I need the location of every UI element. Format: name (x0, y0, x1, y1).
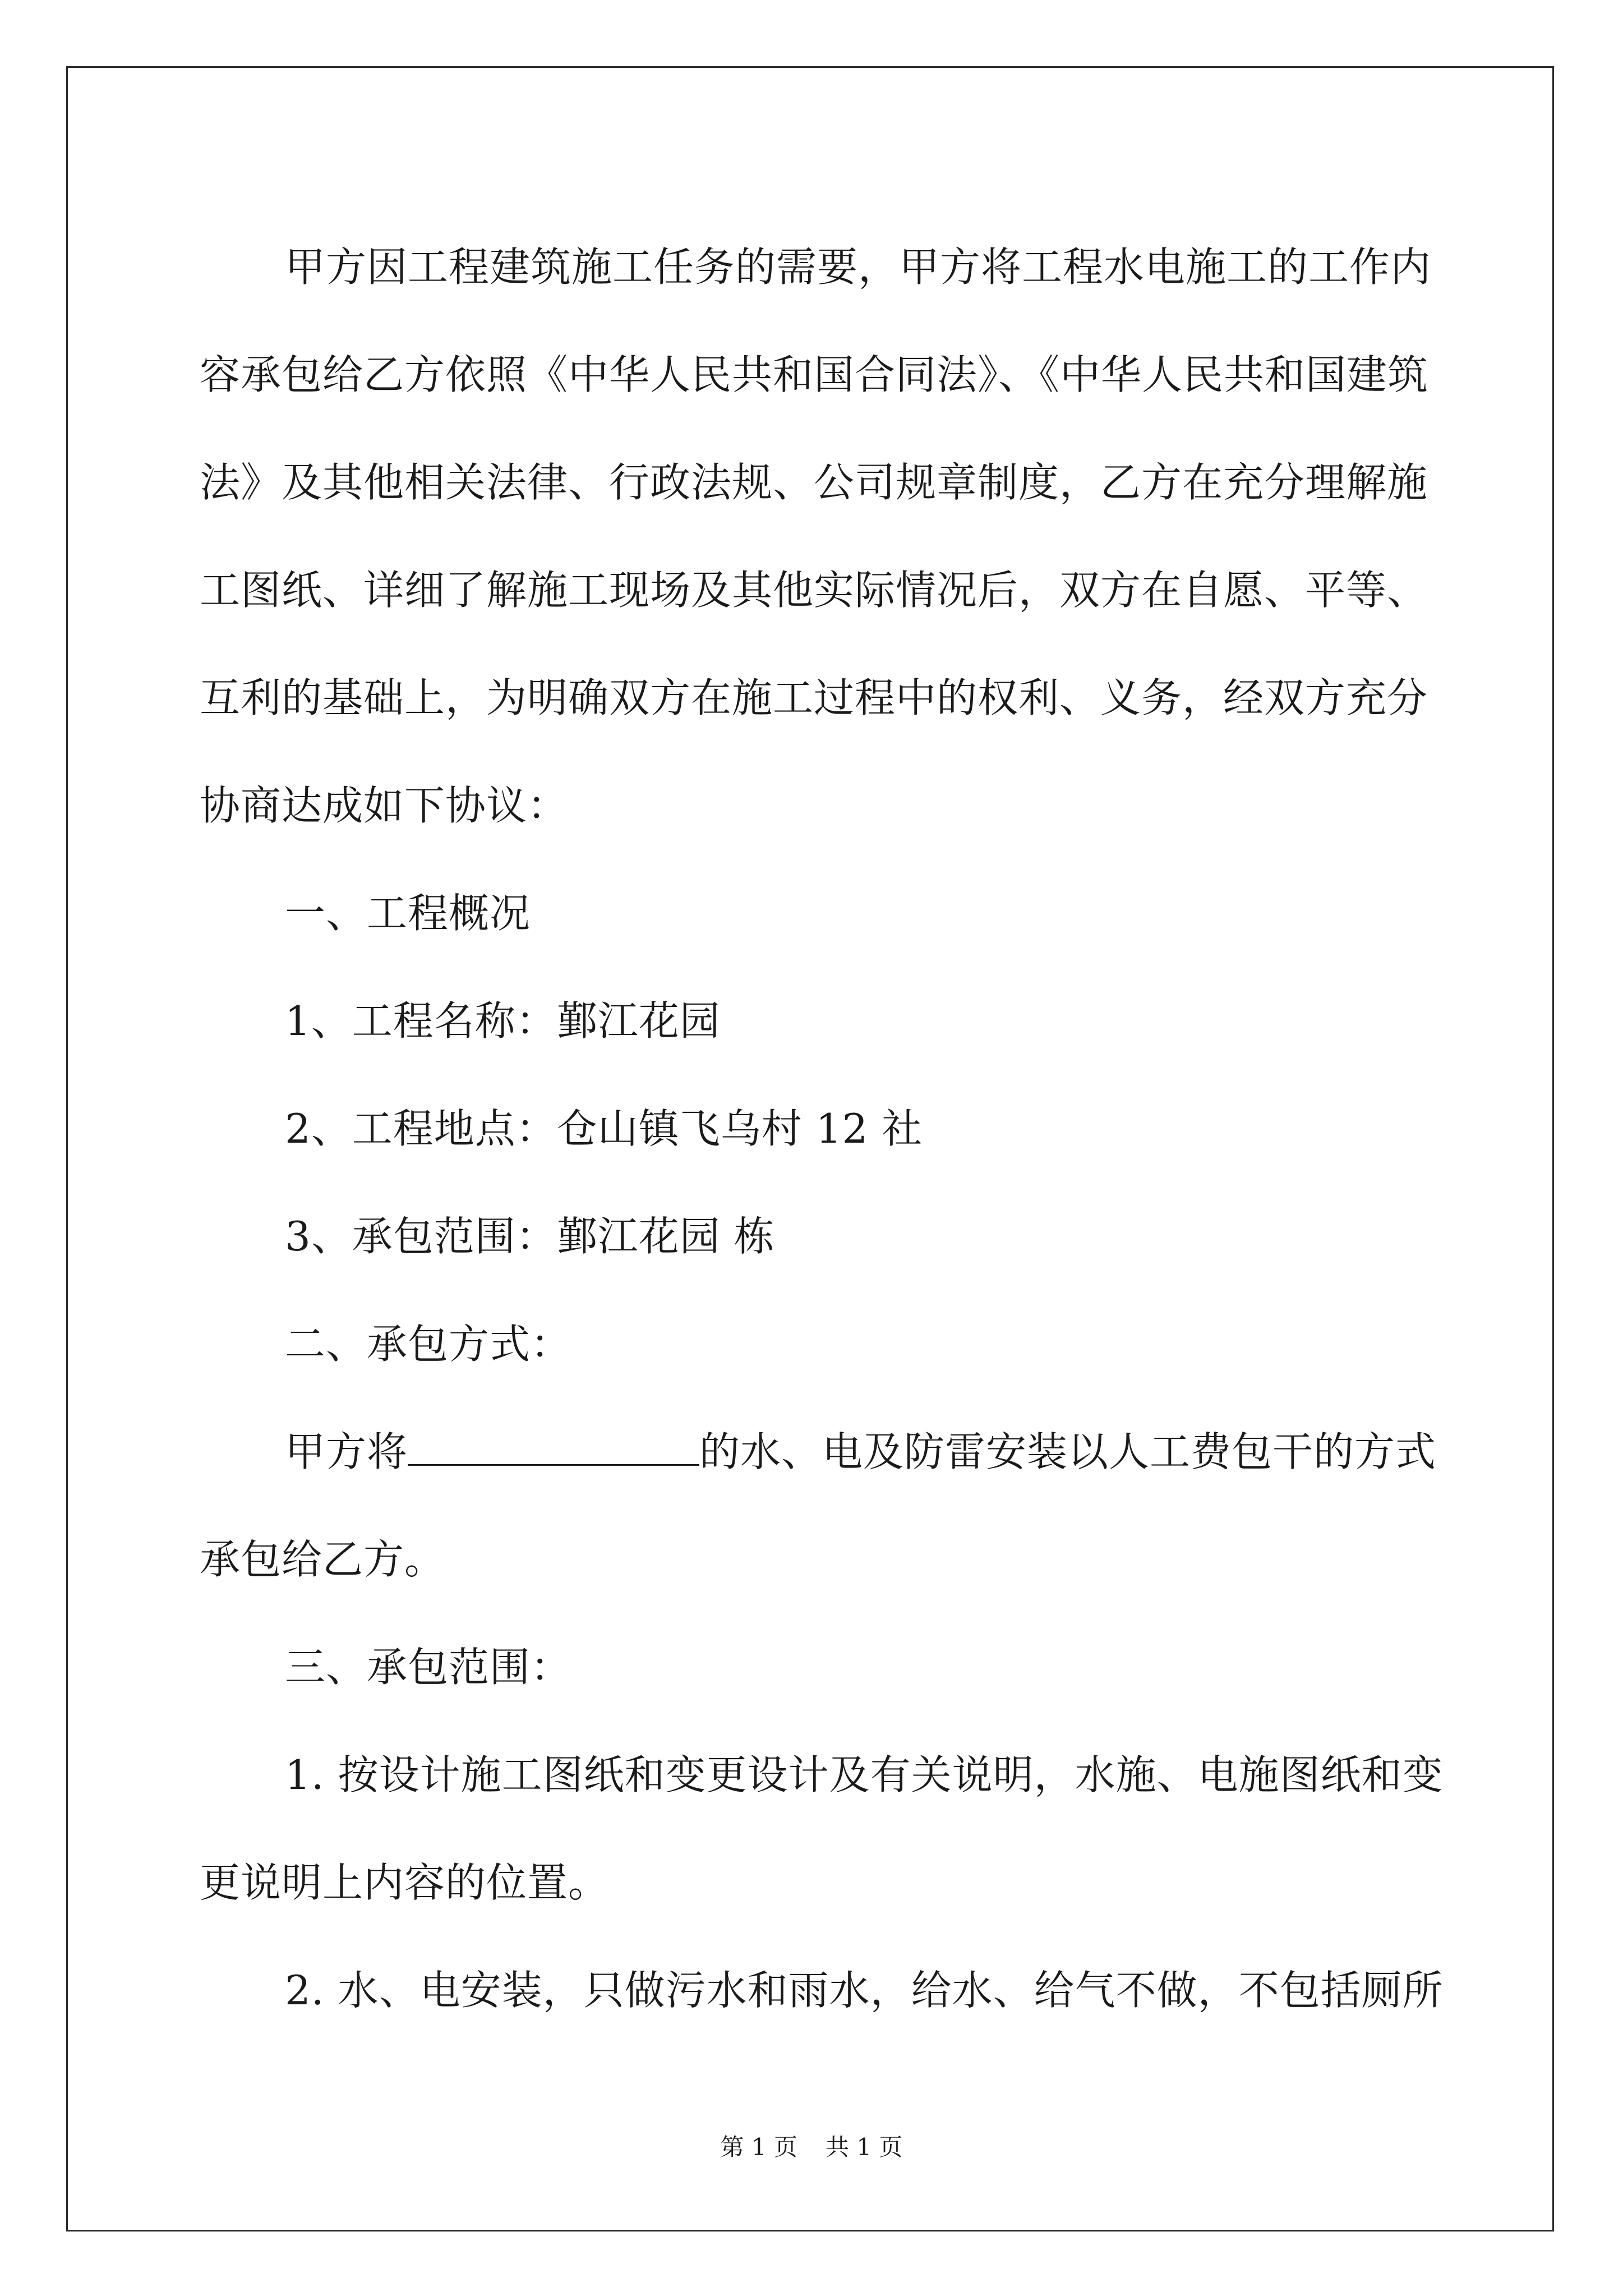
text-line: 互利的基础上，为明确双方在施工过程中的权利、义务，经双方充分 (200, 674, 1428, 721)
text-line: 法》及其他相关法律、行政法规、公司规章制度，乙方在充分理解施 (200, 459, 1428, 506)
list-item: 3、承包范围：鄞江花园 栋 (285, 1213, 775, 1260)
page-total: 共 1 页 (826, 2133, 903, 2161)
text-line: 容承包给乙方依照《中华人民共和国合同法》、《中华人民共和国建筑 (200, 351, 1429, 398)
list-item: 2. 水、电安装，只做污水和雨水，给水、给气不做，不包括厕所 (285, 1967, 1444, 2014)
list-item: 1. 按设计施工图纸和变更设计及有关说明，水施、电施图纸和变 (285, 1751, 1444, 1798)
text-fragment: 的水、电及防雷安装以人工费包干的方式 (699, 1428, 1437, 1475)
fill-in-blank (408, 1432, 699, 1466)
list-item: 1、工程名称：鄞江花园 (285, 997, 721, 1045)
text-fragment: 甲方将 (285, 1428, 408, 1475)
text-line: 工图纸、详细了解施工现场及其他实际情况后，双方在自愿、平等、 (200, 567, 1428, 614)
text-line: 协商达成如下协议： (200, 782, 569, 829)
text-line: 承包给乙方。 (200, 1536, 446, 1583)
section-heading: 二、承包方式： (285, 1320, 572, 1368)
section-heading: 一、工程概况 (285, 890, 531, 937)
page-footer (0, 2129, 1623, 2162)
text-line: 更说明上内容的位置。 (200, 1859, 610, 1906)
section-heading: 三、承包范围： (285, 1644, 572, 1691)
page-number: 第 1 页 (720, 2133, 797, 2161)
text-line (200, 1398, 1437, 1506)
text-line: 甲方因工程建筑施工任务的需要，甲方将工程水电施工的工作内 (285, 243, 1432, 291)
list-item: 2、工程地点：仓山镇飞乌村 12 社 (285, 1105, 923, 1152)
document-body (200, 213, 1444, 2044)
